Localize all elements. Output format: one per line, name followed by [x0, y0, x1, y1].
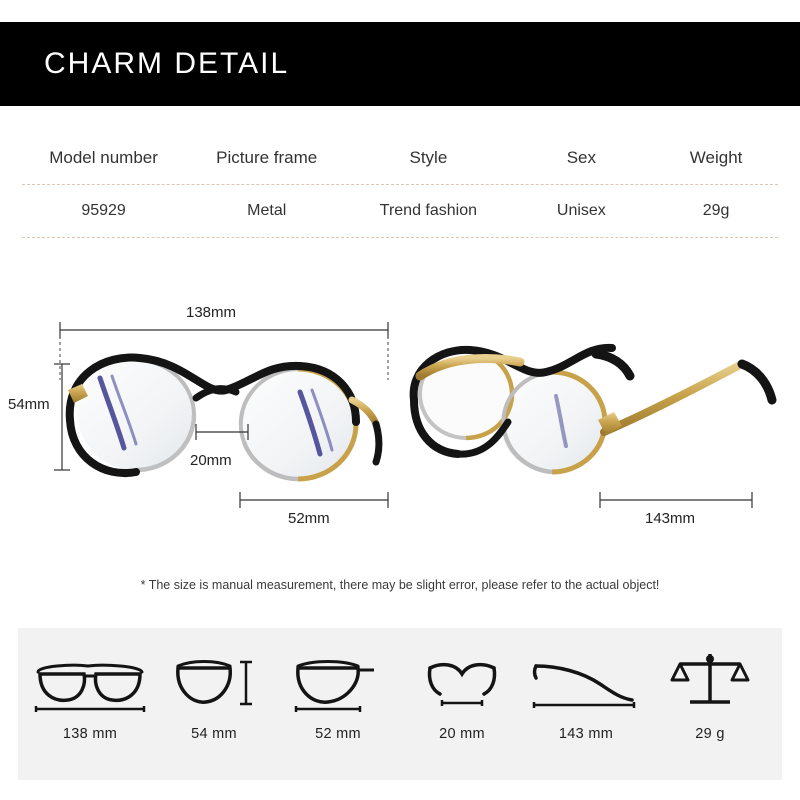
lens-width-icon [288, 642, 388, 720]
cell-picture-frame: Metal [247, 202, 287, 219]
column-header-weight: Weight [689, 148, 743, 167]
table-header-row [22, 132, 778, 184]
measurement-diagram [0, 272, 800, 562]
strip-item-total-width [28, 642, 152, 742]
strip-label-total-width: 138 mm [62, 726, 118, 742]
cell-style: Trend fashion [379, 202, 478, 219]
dimension-label-temple-length: 143mm [645, 510, 696, 527]
strip-label-temple-length: 143 mm [558, 726, 614, 742]
cell-model-number: 95929 [81, 202, 126, 219]
strip-label-weight: 29 g [695, 726, 725, 742]
column-header-model-number: Model number [49, 148, 158, 167]
table-row [22, 185, 778, 237]
bridge-width-icon [416, 642, 508, 720]
table-divider-bottom [22, 237, 778, 238]
temple-length-icon [528, 642, 644, 720]
dimension-icon-strip [18, 628, 782, 780]
column-header-sex: Sex [566, 148, 596, 167]
strip-item-bridge-width [400, 642, 524, 742]
dimension-label-lens-width: 52mm [288, 510, 330, 527]
page-banner [0, 22, 800, 106]
measurement-footnote: * The size is manual measurement, there may be slight error, please refer to the actual object! [140, 578, 660, 592]
cell-sex: Unisex [556, 202, 606, 219]
column-header-picture-frame: Picture frame [216, 148, 318, 167]
strip-item-lens-width [276, 642, 400, 742]
dimension-label-total-width: 138mm [186, 304, 237, 321]
strip-label-lens-height: 54 mm [191, 726, 237, 742]
dimension-label-bridge-width: 20mm [190, 452, 232, 469]
strip-item-lens-height [152, 642, 276, 742]
page-title: CHARM DETAIL [44, 47, 290, 80]
column-header-style: Style [409, 148, 448, 167]
strip-item-weight [648, 642, 772, 742]
cell-weight: 29g [702, 202, 730, 219]
weight-scale-icon [670, 642, 750, 720]
strip-label-lens-width: 52 mm [315, 726, 361, 742]
strip-item-temple-length [524, 642, 648, 742]
dimension-label-lens-height: 54mm [8, 396, 50, 413]
lens-height-icon [168, 642, 260, 720]
frame-total-width-icon [32, 642, 148, 720]
specification-table [22, 132, 778, 238]
strip-label-bridge-width: 20 mm [439, 726, 485, 742]
